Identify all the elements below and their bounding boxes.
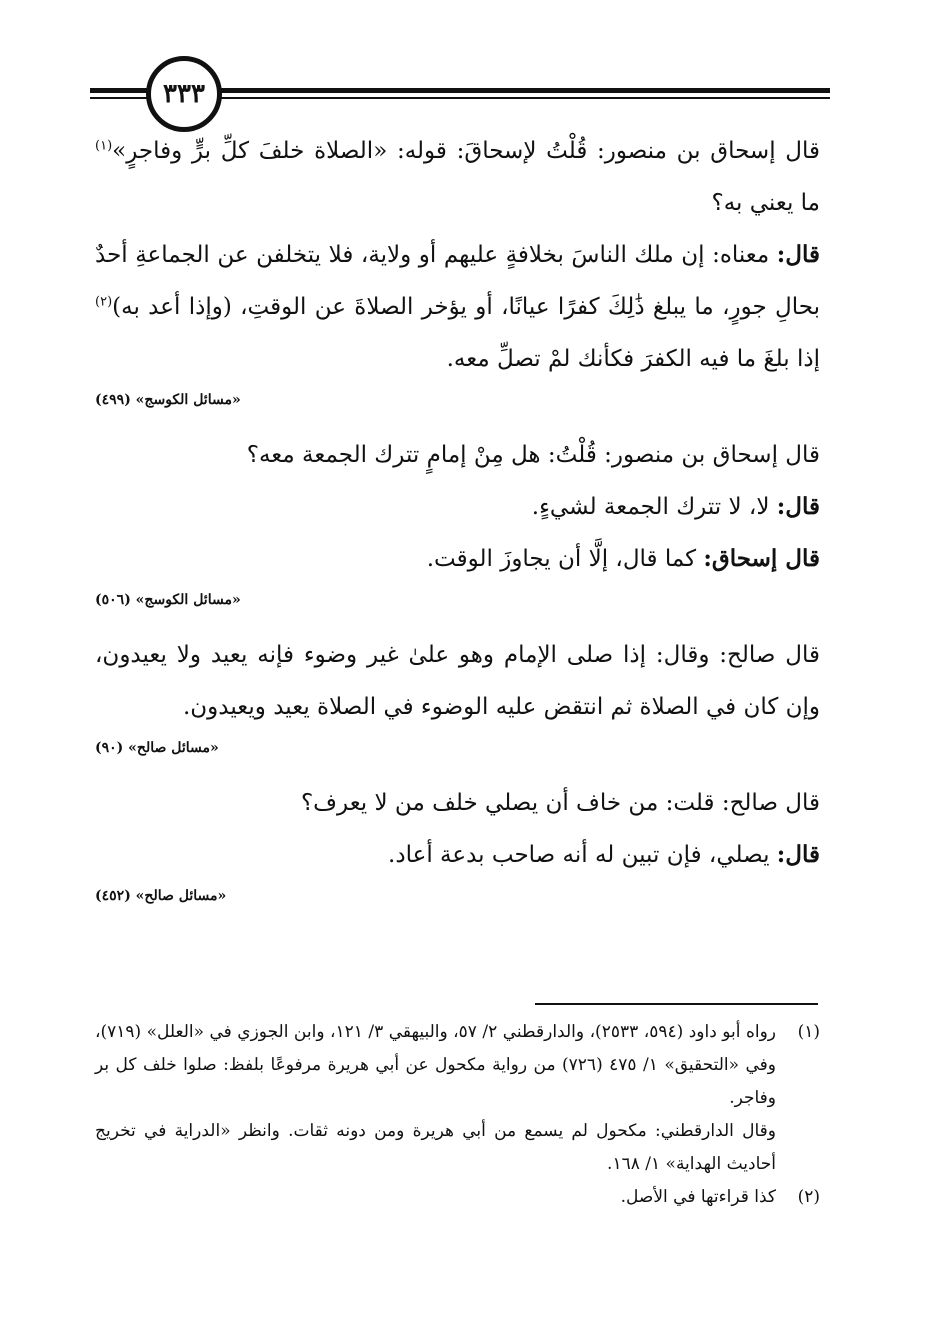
source-citation-text: «مسائل الكوسج» (٥٠٦) <box>95 592 241 608</box>
paragraph-text-tail: إذا بلغَ ما فيه الكفرَ فكأنك لمْ تصلِّ معه. <box>446 346 820 372</box>
text-paragraph <box>95 829 820 881</box>
speaker-label: قال: <box>776 841 820 868</box>
footnote-body <box>95 1016 776 1181</box>
page-number: ٣٣٣ <box>146 56 222 132</box>
footnote <box>95 1181 820 1214</box>
footnote-number: (٢) <box>797 1187 820 1207</box>
footnote-ref: (٢) <box>95 294 113 310</box>
text-paragraph <box>95 429 820 481</box>
footnote-text: رواه أبو داود (٥٩٤، ٢٥٣٣)، والدارقطني ٢/ ٥٧، والبيهقي ٣/ ١٢١، وابن الجوزي في «العلل» (٧١٩)، وفي «التحقيق» ١/ ٤٧٥ (٧٢٦) من رواية مكحول عن أبي هريرة مرفوعًا بلفظ: صلوا خلف كل بر وفاجر. <box>95 1022 777 1108</box>
source-citation <box>95 737 820 759</box>
footnote-separator <box>535 1003 818 1005</box>
source-citation <box>95 589 820 611</box>
source-citation-text: «مسائل صالح» (٤٥٢) <box>95 888 227 904</box>
source-citation <box>95 389 820 411</box>
text-paragraph <box>95 229 820 385</box>
main-text <box>95 125 820 925</box>
footnotes <box>95 1016 820 1214</box>
source-citation-text: «مسائل الكوسج» (٤٩٩) <box>95 392 241 408</box>
footnote-number: (١) <box>797 1022 820 1042</box>
source-citation <box>95 885 820 907</box>
footnote-text: كذا قراءتها في الأصل. <box>620 1187 776 1207</box>
paragraph-text-tail: ما يعني به؟ <box>711 190 820 216</box>
paragraph-text: لا، لا تترك الجمعة لشيءٍ. <box>531 494 777 520</box>
footnote-ref: (١) <box>95 138 113 154</box>
paragraph-text: معناه: إن ملك الناسَ بخلافةٍ عليهم أو ولاية، فلا يتخلفن عن الجماعةِ أحدٌ بحالِ جورٍ، ما يبلغ ذَٰلِكَ كفرًا عيانًا، أو يؤخر الصلاةَ عن الوقتِ، (وإذا أعد به) <box>95 242 821 320</box>
speaker-label: قال: <box>776 493 820 520</box>
text-paragraph <box>95 481 820 533</box>
speaker-label: قال: <box>776 241 820 268</box>
paragraph-text: يصلي، فإن تبين له أنه صاحب بدعة أعاد. <box>388 842 777 868</box>
speaker-label: قال إسحاق: <box>703 545 820 572</box>
paragraph-text: كما قال، إلَّا أن يجاوزَ الوقت. <box>426 546 704 572</box>
paragraph-text: قال إسحاق بن منصور: قُلْتُ لإسحاقَ: قوله: «الصلاة خلفَ كلِّ برٍّ وفاجرٍ» <box>112 138 820 164</box>
text-paragraph <box>95 533 820 585</box>
text-paragraph <box>95 629 820 733</box>
footnote-body <box>95 1181 776 1214</box>
footnote <box>95 1016 820 1181</box>
footnote-text: وقال الدارقطني: مكحول لم يسمع من أبي هريرة ومن دونه ثقات. وانظر «الدراية في تخريج أحاديث الهداية» ١/ ١٦٨. <box>95 1121 776 1174</box>
paragraph-text: قال صالح: وقال: إذا صلى الإمام وهو علىٰ غير وضوء فإنه يعيد ولا يعيدون، وإن كان في الصلاة ثم انتقض عليه الوضوء في الصلاة يعيد ويعيدون. <box>95 642 820 720</box>
text-paragraph <box>95 125 820 229</box>
paragraph-text: قال صالح: قلت: من خاف أن يصلي خلف من لا يعرف؟ <box>300 790 820 816</box>
source-citation-text: «مسائل صالح» (٩٠) <box>95 740 219 756</box>
text-paragraph <box>95 777 820 829</box>
paragraph-text: قال إسحاق بن منصور: قُلْتُ: هل مِنْ إمامٍ تترك الجمعة معه؟ <box>246 442 820 468</box>
